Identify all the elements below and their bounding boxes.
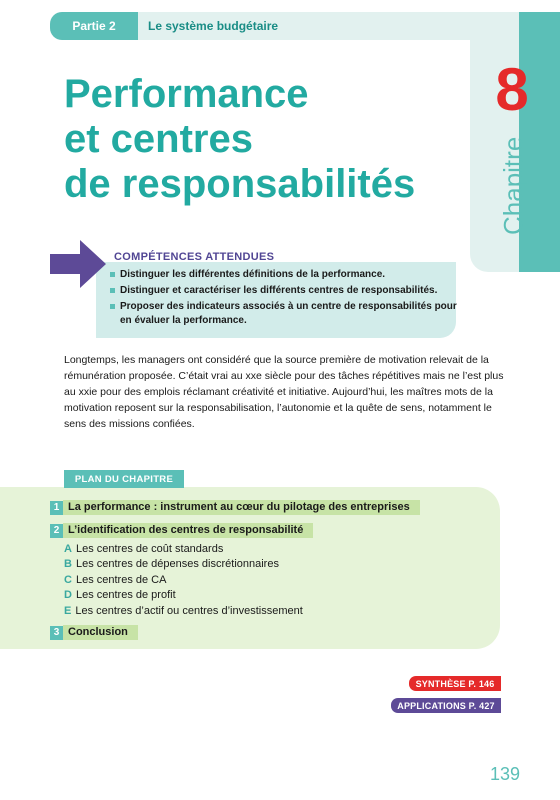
part-label: Partie 2 (50, 12, 138, 40)
title-line-3: de responsabilités (64, 162, 416, 206)
plan-subitem-e[interactable]: E Les centres d’actif ou centres d’investissement (64, 605, 303, 617)
section-number: 3 (50, 626, 63, 640)
section-title: La performance : instrument au cœur du pilotage des entreprises (63, 500, 420, 515)
competences-list (108, 268, 458, 330)
section-title: L’identification des centres de responsabilité (63, 523, 313, 538)
synthese-link[interactable]: SYNTHÈSE P. 146 (409, 676, 501, 691)
plan-section-1[interactable] (50, 500, 420, 515)
plan-label: PLAN DU CHAPITRE (64, 470, 184, 488)
section-title: Conclusion (63, 625, 138, 640)
plan-subitem-c[interactable]: C Les centres de CA (64, 574, 167, 586)
competence-item: Proposer des indicateurs associés à un centre de responsabilités pour en évaluer la performance. (108, 300, 458, 328)
competence-item: Distinguer les différentes définitions de la performance. (108, 268, 458, 282)
plan-section-3[interactable] (50, 625, 138, 640)
chapter-number: 8 (495, 56, 529, 123)
plan-subitem-a[interactable]: A Les centres de coût standards (64, 543, 224, 555)
page-title (64, 72, 464, 207)
plan-subitem-b[interactable]: B Les centres de dépenses discrétionnaires (64, 558, 279, 570)
square-bullet-icon (110, 272, 115, 277)
intro-paragraph: Longtemps, les managers ont considéré que la source première de motivation relevait de la rémunération proposée. C’était vrai au xxe siècle pour des tâches répétitives mais ne l’est plus au xxie pour des emplois réclamant créativité et initiative. Aujourd’hui, les maîtres mots de la motivation reposent sur la responsabilisation, l’autonomie et la quête de sens, notamment le sens des missions confiées. (64, 354, 504, 430)
square-bullet-icon (110, 304, 115, 309)
section-number: 1 (50, 501, 63, 515)
title-line-1: Performance (64, 72, 309, 116)
section-number: 2 (50, 524, 63, 538)
competences-title: COMPÉTENCES ATTENDUES (114, 251, 275, 263)
arrow-right-icon (50, 240, 110, 288)
applications-link[interactable]: APPLICATIONS P. 427 (391, 698, 501, 713)
part-title: Le système budgétaire (148, 19, 279, 33)
competence-item: Distinguer et caractériser les différents centres de responsabilités. (108, 284, 458, 298)
title-line-2: et centres (64, 117, 253, 161)
page-number: 139 (490, 764, 521, 784)
plan-subitem-d[interactable]: D Les centres de profit (64, 589, 176, 601)
plan-section-2[interactable] (50, 523, 313, 538)
chapter-word: Chapitre (498, 136, 528, 235)
square-bullet-icon (110, 288, 115, 293)
